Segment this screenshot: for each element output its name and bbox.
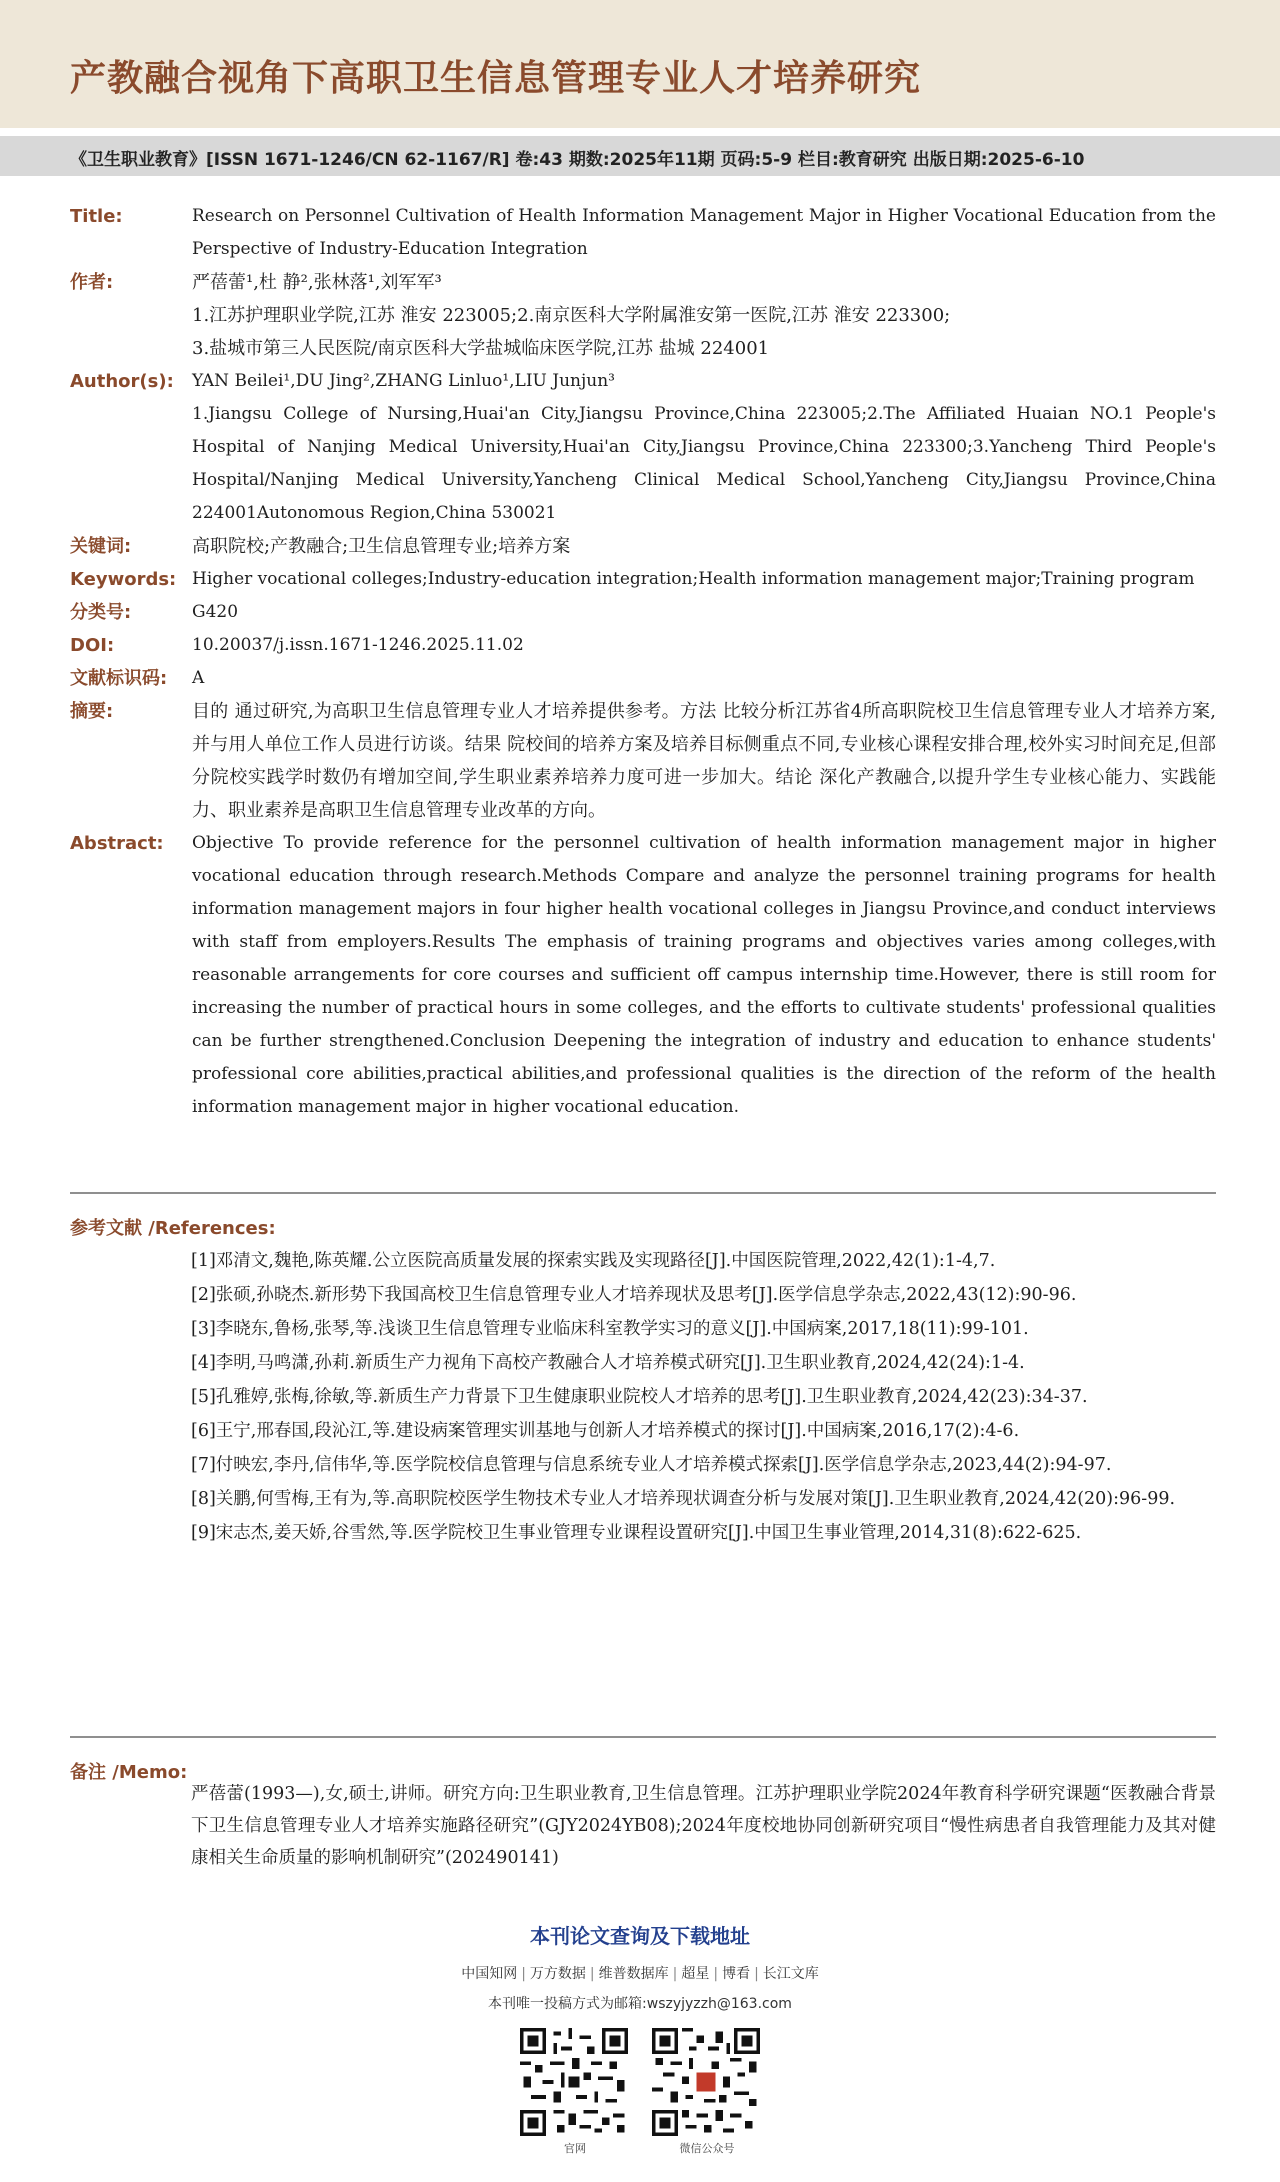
title-band — [0, 0, 1280, 128]
database-link[interactable]: 长江文库 — [762, 1966, 819, 1982]
abstract-en-label: Abstract: — [70, 833, 164, 854]
row-doc-code — [70, 662, 1216, 695]
doi-label: DOI: — [70, 635, 115, 656]
journal-meta: 《卫生职业教育》[ISSN 1671-1246/CN 62-1167/R] 卷:43 期数:2025年11期 页码:5-9 栏目:教育研究 出版日期:2025-6-10 — [70, 150, 1085, 170]
memo-block — [191, 1778, 1216, 1874]
database-link[interactable]: 万方数据 — [529, 1966, 586, 1982]
authors-cn-label: 作者: — [70, 272, 114, 293]
authors-en-label: Author(s): — [70, 371, 174, 392]
footer-title: 本刊论文查询及下载地址 — [530, 1924, 750, 1948]
submission-email: 本刊唯一投稿方式为邮箱:wszyjyzzh@163.com — [488, 1996, 792, 2012]
row-classification — [70, 596, 1216, 629]
row-abstract-cn — [70, 695, 1216, 827]
database-link[interactable]: 维普数据库 — [598, 1966, 669, 1982]
article-fields — [70, 200, 1216, 1124]
abstract-cn-label: 摘要: — [70, 701, 114, 722]
abstract-cn: 目的 通过研究,为高职卫生信息管理专业人才培养提供参考。方法 比较分析江苏省4所高职院校卫生信息管理专业人才培养方案,并与用人单位工作人员进行访谈。结果 院校间的培养方案及培养目标侧重点不同,专业核心课程安排合理,校外实习时间充足,但部分院校实践学时数仍有增加空间,学生职业素养培养力度可进一步加大。结论 深化产教融合,以提升学生专业核心能力、实践能力、职业素养是高职卫生信息管理专业改革的方向。 — [192, 701, 1216, 821]
reference-item: [6]王宁,邢春国,段沁江,等.建设病案管理实训基地与创新人才培养模式的探讨[J].中国病案,2016,17(2):4-6. — [191, 1421, 1020, 1441]
row-abstract-en — [70, 827, 1216, 1124]
doccode-label: 文献标识码: — [70, 668, 168, 689]
authors-cn: 严蓓蕾¹,杜 静²,张林落¹,刘军军³ — [192, 272, 442, 293]
reference-item: [8]关鹏,何雪梅,王有为,等.高职院校医学生物技术专业人才培养现状调查分析与发展对策[J].卫生职业教育,2024,42(20):96-99. — [191, 1489, 1176, 1509]
qr-wechat[interactable] — [652, 2028, 762, 2156]
references-label: 参考文献 /References: — [70, 1218, 276, 1239]
row-authors-en — [70, 365, 1216, 530]
class-label: 分类号: — [70, 602, 132, 623]
abstract-en: Objective To provide reference for the personnel cultivation of health information management major in higher vocational education through research.Methods Compare and analyze the personnel training programs for health information management majors in four higher health vocational colleges in Jiangsu Province,and conduct interviews with staff from employers.Results The emphasis of training programs and objectives varies among colleges,with reasonable arrangements for core courses and sufficient off campus internship time.However, there is still room for increasing the number of practical hours in some colleges, and the efforts to cultivate students' professional qualities can be further strengthened.Conclusion Deepening the integration of industry and education to enhance students' professional core abilities,practical abilities,and professional qualities is the direction of the reform of the health information management major in higher vocational education. — [192, 833, 1216, 1117]
affiliation-cn-1: 1.江苏护理职业学院,江苏 淮安 223005;2.南京医科大学附属淮安第一医院,江苏 淮安 223300; — [192, 305, 951, 326]
memo-label: 备注 /Memo: — [70, 1762, 188, 1783]
reference-item: [2]张硕,孙晓杰.新形势下我国高校卫生信息管理专业人才培养现状及思考[J].医学信息学杂志,2022,43(12):90-96. — [191, 1285, 1077, 1305]
meta-band — [0, 136, 1280, 176]
keywords-en-label: Keywords: — [70, 569, 177, 590]
reference-item: [3]李晓东,鲁杨,张琴,等.浅谈卫生信息管理专业临床科室教学实习的意义[J].中国病案,2017,18(11):99-101. — [191, 1319, 1029, 1339]
qr-wechat-caption: 微信公众号 — [679, 2142, 735, 2155]
class-value: G420 — [192, 602, 239, 622]
reference-item: [9]宋志杰,姜天娇,谷雪然,等.医学院校卫生事业管理专业课程设置研究[J].中国卫生事业管理,2014,31(8):622-625. — [191, 1523, 1082, 1543]
footer — [0, 1920, 1280, 2013]
affiliation-cn-2: 3.盐城市第三人民医院/南京医科大学盐城临床医学院,江苏 盐城 224001 — [192, 338, 770, 359]
reference-item: [5]孔雅婷,张梅,徐敏,等.新质生产力背景下卫生健康职业院校人才培养的思考[J].卫生职业教育,2024,42(23):34-37. — [191, 1387, 1088, 1407]
qr-code-icon — [652, 2028, 760, 2136]
database-link[interactable]: 中国知网 — [461, 1966, 518, 1982]
reference-item: [7]付映宏,李丹,信伟华,等.医学院校信息管理与信息系统专业人才培养模式探索[J].医学信息学杂志,2023,44(2):94-97. — [191, 1455, 1112, 1475]
reference-item: [1]邓清文,魏艳,陈英耀.公立医院高质量发展的探索实践及实现路径[J].中国医院管理,2022,42(1):1-4,7. — [191, 1251, 996, 1271]
memo-text: 严蓓蕾(1993—),女,硕士,讲师。研究方向:卫生职业教育,卫生信息管理。江苏护理职业学院2024年教育科学研究课题“医教融合背景下卫生信息管理专业人才培养实施路径研究”(GJY2024YB08);2024年度校地协同创新研究项目“慢性病患者自我管理能力及其对健康相关生命质量的影响机制研究”(202490141) — [191, 1784, 1216, 1868]
database-link[interactable]: 博看 — [722, 1966, 751, 1982]
doccode-value: A — [192, 668, 205, 688]
title-value: Research on Personnel Cultivation of Health Information Management Major in Higher Vocational Education from the Perspective of Industry-Education Integration — [192, 206, 1216, 259]
qr-website-caption: 官网 — [564, 2142, 586, 2155]
reference-item: [4]李明,马鸣潇,孙莉.新质生产力视角下高校产教融合人才培养模式研究[J].卫生职业教育,2024,42(24):1-4. — [191, 1353, 1025, 1373]
qr-website[interactable] — [520, 2028, 630, 2156]
doi-value[interactable]: 10.20037/j.issn.1671-1246.2025.11.02 — [192, 635, 524, 655]
database-list: 中国知网 | 万方数据 | 维普数据库 | 超星 | 博看 | 长江文库 — [461, 1966, 819, 1982]
row-title — [70, 200, 1216, 266]
row-keywords-en — [70, 563, 1216, 596]
divider-memo — [70, 1736, 1216, 1738]
keywords-cn: 高职院校;产教融合;卫生信息管理专业;培养方案 — [192, 536, 571, 557]
authors-en: YAN Beilei¹,DU Jing²,ZHANG Linluo¹,LIU Junjun³ — [192, 371, 615, 391]
row-doi — [70, 629, 1216, 662]
keywords-cn-label: 关键词: — [70, 536, 132, 557]
title-label: Title: — [70, 206, 123, 227]
row-authors-cn — [70, 266, 1216, 365]
affiliation-en: 1.Jiangsu College of Nursing,Huai'an City,Jiangsu Province,China 223005;2.The Affiliated Huaian NO.1 People's Hospital of Nanjing Medical University,Huai'an City,Jiangsu Province,China 223300;3.Yancheng Third People's Hospital/Nanjing Medical University,Yancheng Clinical Medical School,Yancheng City,Jiangsu Province,China 224001Autonomous Region,China 530021 — [192, 404, 1216, 523]
row-keywords-cn — [70, 530, 1216, 563]
divider-references — [70, 1192, 1216, 1194]
keywords-en: Higher vocational colleges;Industry-education integration;Health information management major;Training program — [192, 569, 1195, 589]
page-title: 产教融合视角下高职卫生信息管理专业人才培养研究 — [70, 58, 922, 99]
qr-code-icon — [520, 2028, 628, 2136]
database-link[interactable]: 超星 — [681, 1966, 710, 1982]
references-list — [191, 1244, 1216, 1550]
